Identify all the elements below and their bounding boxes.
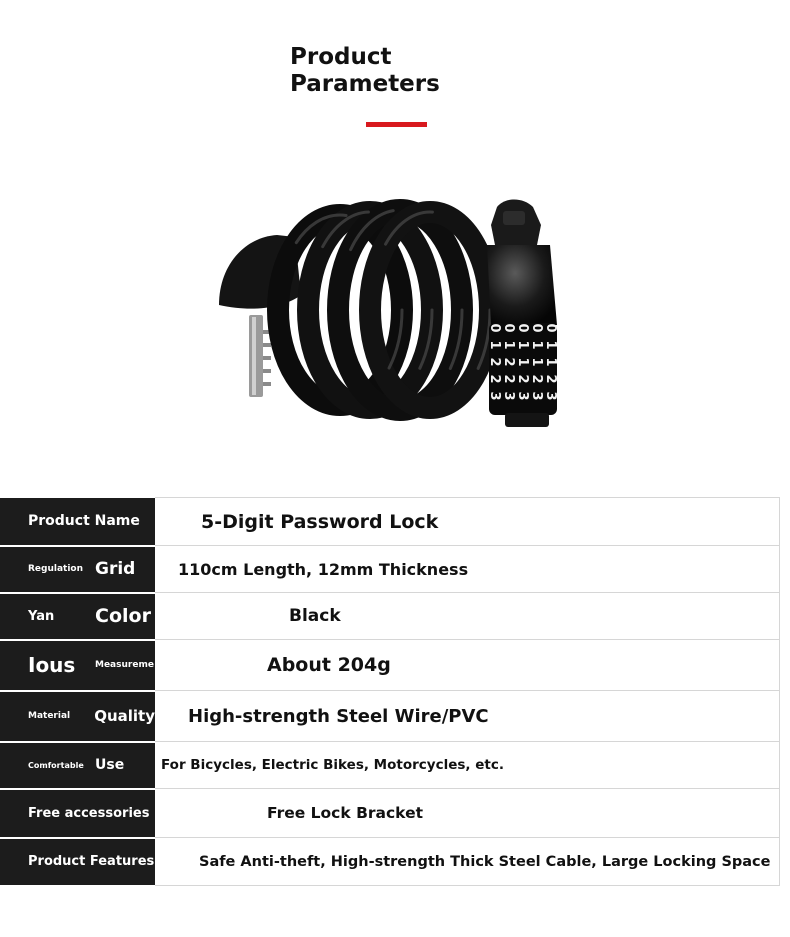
value-text: Black (289, 606, 341, 626)
dial-digit: 0 (487, 323, 502, 333)
dial-digit: 1 (487, 340, 502, 350)
lock-bolt (249, 315, 271, 397)
row-label (0, 640, 155, 691)
value-text: About 204g (267, 654, 391, 676)
label-text-small: Material (28, 711, 71, 721)
row-label (0, 838, 155, 886)
value-text: For Bicycles, Electric Bikes, Motorcycles, etc. (161, 757, 504, 773)
label-text-small: Yan (28, 608, 55, 624)
dial-digit: 2 (501, 357, 516, 367)
label-text: Product Features (28, 854, 155, 869)
dial-digit: 2 (501, 374, 516, 384)
title-line-1: Product (290, 44, 392, 70)
dial-digit: 2 (515, 374, 530, 384)
value-text: High-strength Steel Wire/PVC (188, 705, 489, 727)
dial-digit: 1 (543, 340, 558, 350)
label-text-big: Color (95, 605, 151, 627)
dial-digit: 2 (529, 374, 544, 384)
row-value (155, 640, 780, 691)
dial-digit: 3 (487, 391, 502, 401)
dial-digit: 0 (529, 323, 544, 333)
row-label (0, 546, 155, 593)
value-text: Safe Anti-theft, High-strength Thick Steel Cable, Large Locking Space (199, 853, 771, 870)
dial-digit: 2 (487, 357, 502, 367)
table-row (0, 691, 780, 742)
title-line-2: Parameters (290, 71, 440, 97)
label-text-small: Regulation (28, 564, 84, 574)
table-row (0, 498, 780, 546)
label-text-big: Use (95, 757, 125, 773)
page-title (290, 44, 440, 98)
dial-digit: 0 (515, 323, 530, 333)
table-row (0, 640, 780, 691)
dial-digit: 1 (529, 340, 544, 350)
row-label (0, 789, 155, 838)
row-label (0, 498, 155, 546)
cable-lock-image (205, 185, 590, 435)
row-value (155, 789, 780, 838)
dial-digit: 3 (515, 391, 530, 401)
row-label (0, 691, 155, 742)
row-value (155, 742, 780, 789)
value-text: Free Lock Bracket (267, 804, 423, 822)
table-row (0, 789, 780, 838)
row-label (0, 593, 155, 640)
dial-digit: 3 (543, 391, 558, 401)
dial-digit: 1 (501, 340, 516, 350)
value-text: 5-Digit Password Lock (201, 510, 439, 533)
table-row (0, 742, 780, 789)
label-text-big: Quality (94, 707, 155, 725)
label-text-small: Comfortable (28, 760, 84, 770)
dial-digit: 2 (543, 374, 558, 384)
dial-digit: 2 (487, 374, 502, 384)
value-text: 110cm Length, 12mm Thickness (178, 559, 469, 579)
dial-digit: 0 (543, 323, 558, 333)
label-text: Product Name (28, 513, 140, 529)
dial-digit: 1 (543, 357, 558, 367)
row-value (155, 546, 780, 593)
label-text-small: Measureme (95, 660, 154, 670)
dial-digit: 1 (515, 357, 530, 367)
dial-digit: 1 (529, 357, 544, 367)
dial-digit: 3 (529, 391, 544, 401)
table-row (0, 546, 780, 593)
parameter-table (0, 497, 780, 887)
table-row (0, 593, 780, 640)
table-row (0, 838, 780, 886)
label-text-big: Ious (28, 653, 76, 677)
row-label (0, 742, 155, 789)
title-accent-bar (366, 122, 427, 127)
label-text-big: Grid (95, 559, 136, 579)
cable-coils (278, 210, 490, 410)
dial-digit: 0 (501, 323, 516, 333)
dial-digit: 3 (501, 391, 516, 401)
row-value (155, 593, 780, 640)
row-value (155, 691, 780, 742)
label-text: Free accessories (28, 805, 150, 821)
dial-digit: 1 (515, 340, 530, 350)
row-value (155, 498, 780, 546)
row-value (155, 838, 780, 886)
